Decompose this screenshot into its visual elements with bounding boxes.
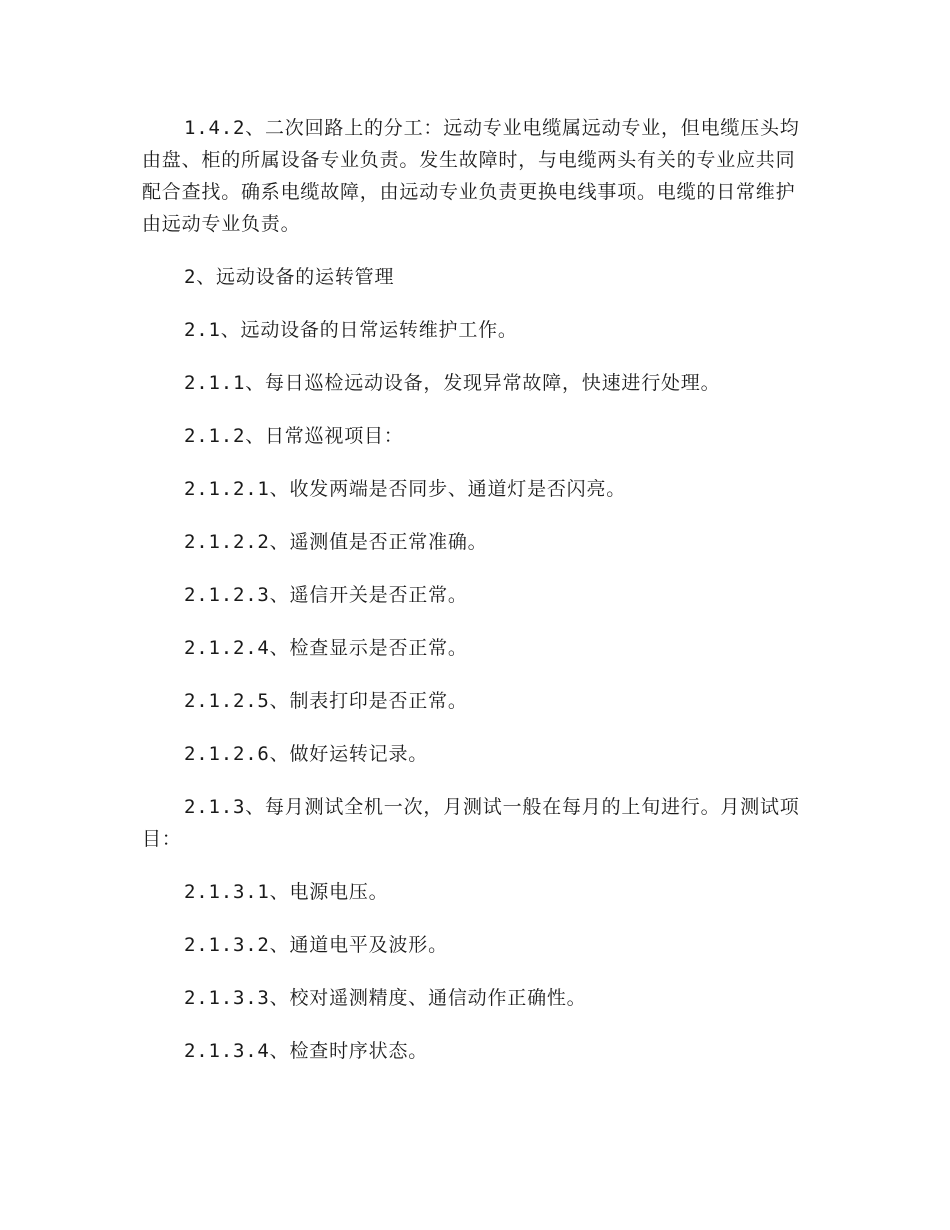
section-heading-2: 2、远动设备的运转管理 [184,266,395,288]
paragraph-2-1-2-5: 2.1.2.5、制表打印是否正常。 [184,690,468,712]
paragraph-2-1-2-3: 2.1.2.3、遥信开关是否正常。 [184,584,468,606]
document-body [142,112,812,1088]
paragraph-2-1-3-2: 2.1.3.2、通道电平及波形。 [184,934,448,956]
paragraph-2-1: 2.1、远动设备的日常运转维护工作。 [184,319,518,341]
paragraph-2-1-2-6: 2.1.2.6、做好运转记录。 [184,743,429,765]
paragraph-1-4-2: 1.4.2、二次回路上的分工：远动专业电缆属远动专业，但电缆压头均由盘、柜的所属设备专业负责。发生故障时，与电缆两头有关的专业应共同配合查找。确系电缆故障，由远动专业负责更换电线事项。电缆的日常维护由远动专业负责。 [142,117,800,235]
paragraph-2-1-2-4: 2.1.2.4、检查显示是否正常。 [184,637,468,659]
paragraph-2-1-3-4: 2.1.3.4、检查时序状态。 [184,1040,429,1062]
paragraph-2-1-1: 2.1.1、每日巡检远动设备，发现异常故障，快速进行处理。 [184,372,721,394]
paragraph-2-1-2-2: 2.1.2.2、遥测值是否正常准确。 [184,531,488,553]
paragraph-2-1-3-3: 2.1.3.3、校对遥测精度、通信动作正确性。 [184,987,587,1009]
paragraph-2-1-3-1: 2.1.3.1、电源电压。 [184,881,389,903]
paragraph-2-1-2-1: 2.1.2.1、收发两端是否同步、通道灯是否闪亮。 [184,478,627,500]
paragraph-2-1-2: 2.1.2、日常巡视项目： [184,425,404,447]
paragraph-2-1-3: 2.1.3、每月测试全机一次，月测试一般在每月的上旬进行。月测试项目： [142,796,800,850]
